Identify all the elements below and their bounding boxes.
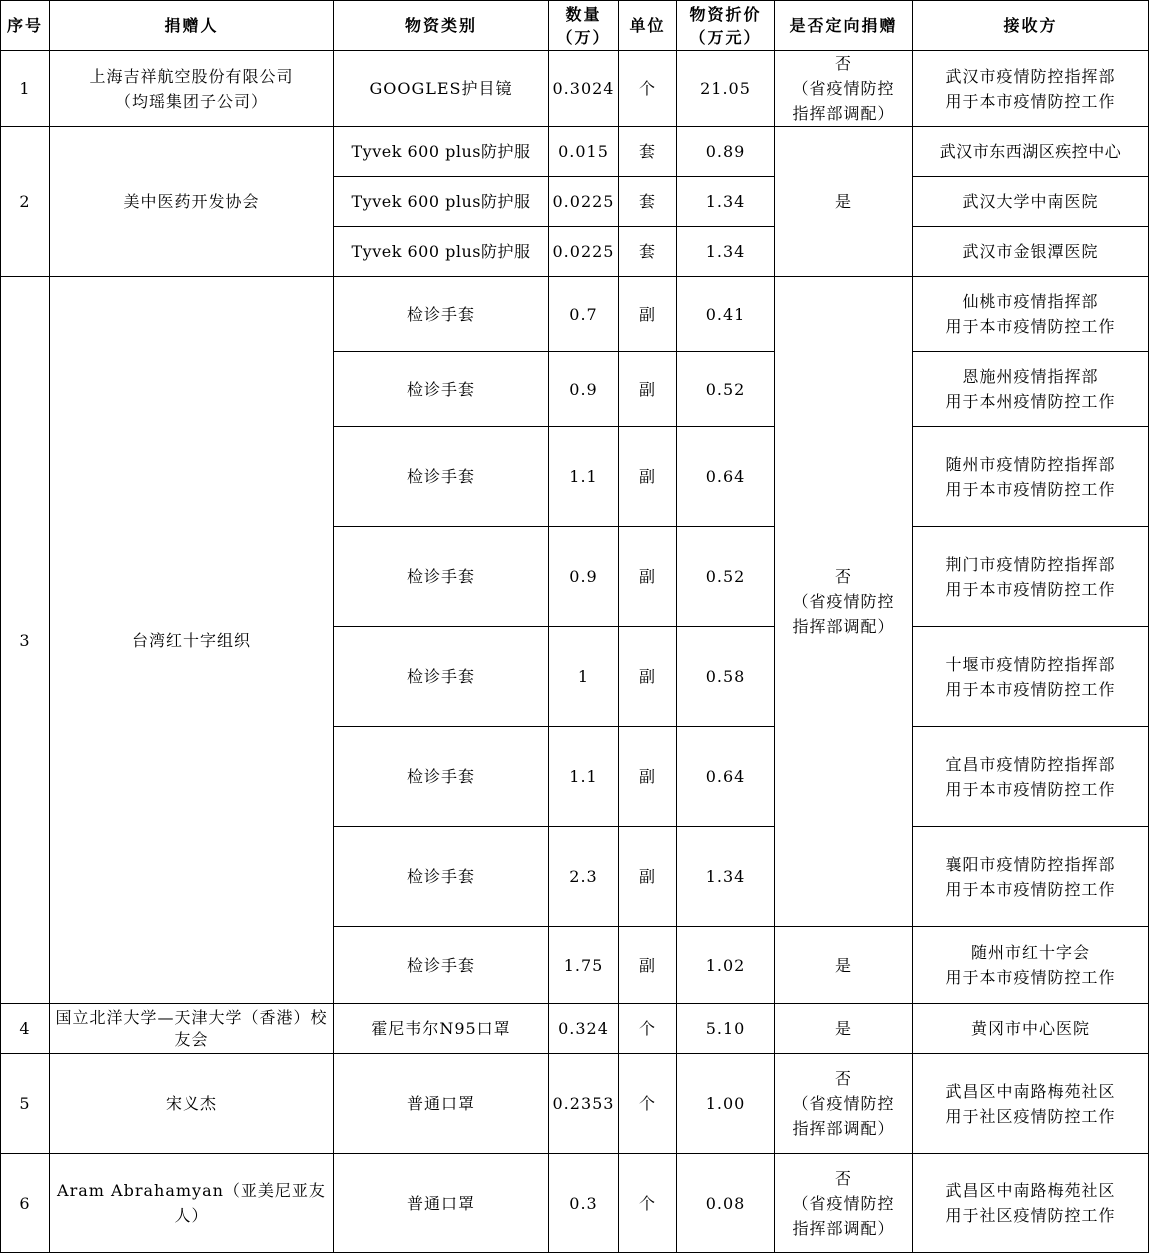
recipient-cell: 武汉市金银潭医院 bbox=[913, 227, 1149, 277]
value-cell: 0.52 bbox=[677, 352, 775, 427]
category-cell: 霍尼韦尔N95口罩 bbox=[334, 1004, 549, 1054]
header-category: 物资类别 bbox=[334, 1, 549, 51]
unit-cell: 副 bbox=[619, 727, 677, 827]
header-directed: 是否定向捐赠 bbox=[775, 1, 913, 51]
recipient-cell: 武昌区中南路梅苑社区 用于社区疫情防控工作 bbox=[913, 1154, 1149, 1253]
recipient-cell: 武汉大学中南医院 bbox=[913, 177, 1149, 227]
category-cell: Tyvek 600 plus防护服 bbox=[334, 227, 549, 277]
quantity-cell: 1.1 bbox=[549, 727, 619, 827]
quantity-cell: 0.3024 bbox=[549, 51, 619, 127]
value-cell: 0.64 bbox=[677, 727, 775, 827]
quantity-cell: 0.2353 bbox=[549, 1054, 619, 1154]
directed-cell: 否 （省疫情防控 指挥部调配） bbox=[775, 51, 913, 127]
header-unit: 单位 bbox=[619, 1, 677, 51]
recipient-cell: 荆门市疫情防控指挥部 用于本市疫情防控工作 bbox=[913, 527, 1149, 627]
donor-cell: 国立北洋大学—天津大学（香港）校友会 bbox=[50, 1004, 334, 1054]
category-cell: 检诊手套 bbox=[334, 827, 549, 927]
directed-cell: 否 （省疫情防控 指挥部调配） bbox=[775, 1154, 913, 1253]
value-cell: 1.34 bbox=[677, 827, 775, 927]
value-cell: 0.52 bbox=[677, 527, 775, 627]
recipient-cell: 随州市红十字会 用于本市疫情防控工作 bbox=[913, 927, 1149, 1004]
recipient-cell: 武汉市疫情防控指挥部 用于本市疫情防控工作 bbox=[913, 51, 1149, 127]
table-row bbox=[1, 51, 1149, 127]
category-cell: 普通口罩 bbox=[334, 1054, 549, 1154]
quantity-cell: 0.3 bbox=[549, 1154, 619, 1253]
category-cell: GOOGLES护目镜 bbox=[334, 51, 549, 127]
donor-cell: 台湾红十字组织 bbox=[50, 277, 334, 1004]
quantity-cell: 0.0225 bbox=[549, 227, 619, 277]
directed-cell: 否 （省疫情防控 指挥部调配） bbox=[775, 277, 913, 927]
header-value: 物资折价 （万元） bbox=[677, 1, 775, 51]
donor-cell: 美中医药开发协会 bbox=[50, 127, 334, 277]
unit-cell: 个 bbox=[619, 1154, 677, 1253]
recipient-cell: 武昌区中南路梅苑社区 用于社区疫情防控工作 bbox=[913, 1054, 1149, 1154]
unit-cell: 个 bbox=[619, 1054, 677, 1154]
category-cell: 检诊手套 bbox=[334, 727, 549, 827]
unit-cell: 个 bbox=[619, 51, 677, 127]
donor-cell: Aram Abrahamyan（亚美尼亚友人） bbox=[50, 1154, 334, 1253]
category-cell: 检诊手套 bbox=[334, 627, 549, 727]
recipient-cell: 武汉市东西湖区疾控中心 bbox=[913, 127, 1149, 177]
unit-cell: 副 bbox=[619, 927, 677, 1004]
value-cell: 1.02 bbox=[677, 927, 775, 1004]
unit-cell: 副 bbox=[619, 827, 677, 927]
seq-cell: 4 bbox=[1, 1004, 50, 1054]
header-recipient: 接收方 bbox=[913, 1, 1149, 51]
header-seq: 序号 bbox=[1, 1, 50, 51]
seq-cell: 1 bbox=[1, 51, 50, 127]
value-cell: 0.64 bbox=[677, 427, 775, 527]
table-row bbox=[1, 277, 1149, 352]
value-cell: 1.34 bbox=[677, 177, 775, 227]
unit-cell: 套 bbox=[619, 227, 677, 277]
seq-cell: 3 bbox=[1, 277, 50, 1004]
seq-cell: 2 bbox=[1, 127, 50, 277]
value-cell: 5.10 bbox=[677, 1004, 775, 1054]
header-quantity: 数量 （万） bbox=[549, 1, 619, 51]
quantity-cell: 0.7 bbox=[549, 277, 619, 352]
quantity-cell: 0.9 bbox=[549, 527, 619, 627]
table-row bbox=[1, 1054, 1149, 1154]
donor-cell: 宋义杰 bbox=[50, 1054, 334, 1154]
recipient-cell: 仙桃市疫情指挥部 用于本市疫情防控工作 bbox=[913, 277, 1149, 352]
quantity-cell: 2.3 bbox=[549, 827, 619, 927]
category-cell: 普通口罩 bbox=[334, 1154, 549, 1253]
seq-cell: 5 bbox=[1, 1054, 50, 1154]
unit-cell: 副 bbox=[619, 277, 677, 352]
table-row bbox=[1, 1004, 1149, 1054]
directed-cell: 是 bbox=[775, 127, 913, 277]
quantity-cell: 1.75 bbox=[549, 927, 619, 1004]
unit-cell: 副 bbox=[619, 352, 677, 427]
directed-cell: 是 bbox=[775, 1004, 913, 1054]
category-cell: 检诊手套 bbox=[334, 277, 549, 352]
header-donor: 捐赠人 bbox=[50, 1, 334, 51]
directed-cell: 否 （省疫情防控 指挥部调配） bbox=[775, 1054, 913, 1154]
donor-cell: 上海吉祥航空股份有限公司 （均瑶集团子公司） bbox=[50, 51, 334, 127]
quantity-cell: 0.9 bbox=[549, 352, 619, 427]
recipient-cell: 十堰市疫情防控指挥部 用于本市疫情防控工作 bbox=[913, 627, 1149, 727]
table-row bbox=[1, 127, 1149, 177]
value-cell: 21.05 bbox=[677, 51, 775, 127]
unit-cell: 副 bbox=[619, 627, 677, 727]
value-cell: 0.41 bbox=[677, 277, 775, 352]
quantity-cell: 0.0225 bbox=[549, 177, 619, 227]
category-cell: Tyvek 600 plus防护服 bbox=[334, 177, 549, 227]
recipient-cell: 宜昌市疫情防控指挥部 用于本市疫情防控工作 bbox=[913, 727, 1149, 827]
unit-cell: 套 bbox=[619, 177, 677, 227]
unit-cell: 套 bbox=[619, 127, 677, 177]
value-cell: 0.89 bbox=[677, 127, 775, 177]
category-cell: 检诊手套 bbox=[334, 427, 549, 527]
directed-cell: 是 bbox=[775, 927, 913, 1004]
recipient-cell: 黄冈市中心医院 bbox=[913, 1004, 1149, 1054]
table-row bbox=[1, 1154, 1149, 1253]
category-cell: 检诊手套 bbox=[334, 927, 549, 1004]
value-cell: 1.00 bbox=[677, 1054, 775, 1154]
recipient-cell: 襄阳市疫情防控指挥部 用于本市疫情防控工作 bbox=[913, 827, 1149, 927]
category-cell: Tyvek 600 plus防护服 bbox=[334, 127, 549, 177]
value-cell: 1.34 bbox=[677, 227, 775, 277]
quantity-cell: 1.1 bbox=[549, 427, 619, 527]
header-row bbox=[1, 1, 1149, 51]
recipient-cell: 随州市疫情防控指挥部 用于本市疫情防控工作 bbox=[913, 427, 1149, 527]
quantity-cell: 1 bbox=[549, 627, 619, 727]
unit-cell: 副 bbox=[619, 427, 677, 527]
quantity-cell: 0.324 bbox=[549, 1004, 619, 1054]
category-cell: 检诊手套 bbox=[334, 352, 549, 427]
unit-cell: 个 bbox=[619, 1004, 677, 1054]
value-cell: 0.58 bbox=[677, 627, 775, 727]
unit-cell: 副 bbox=[619, 527, 677, 627]
quantity-cell: 0.015 bbox=[549, 127, 619, 177]
category-cell: 检诊手套 bbox=[334, 527, 549, 627]
recipient-cell: 恩施州疫情指挥部 用于本州疫情防控工作 bbox=[913, 352, 1149, 427]
value-cell: 0.08 bbox=[677, 1154, 775, 1253]
seq-cell: 6 bbox=[1, 1154, 50, 1253]
